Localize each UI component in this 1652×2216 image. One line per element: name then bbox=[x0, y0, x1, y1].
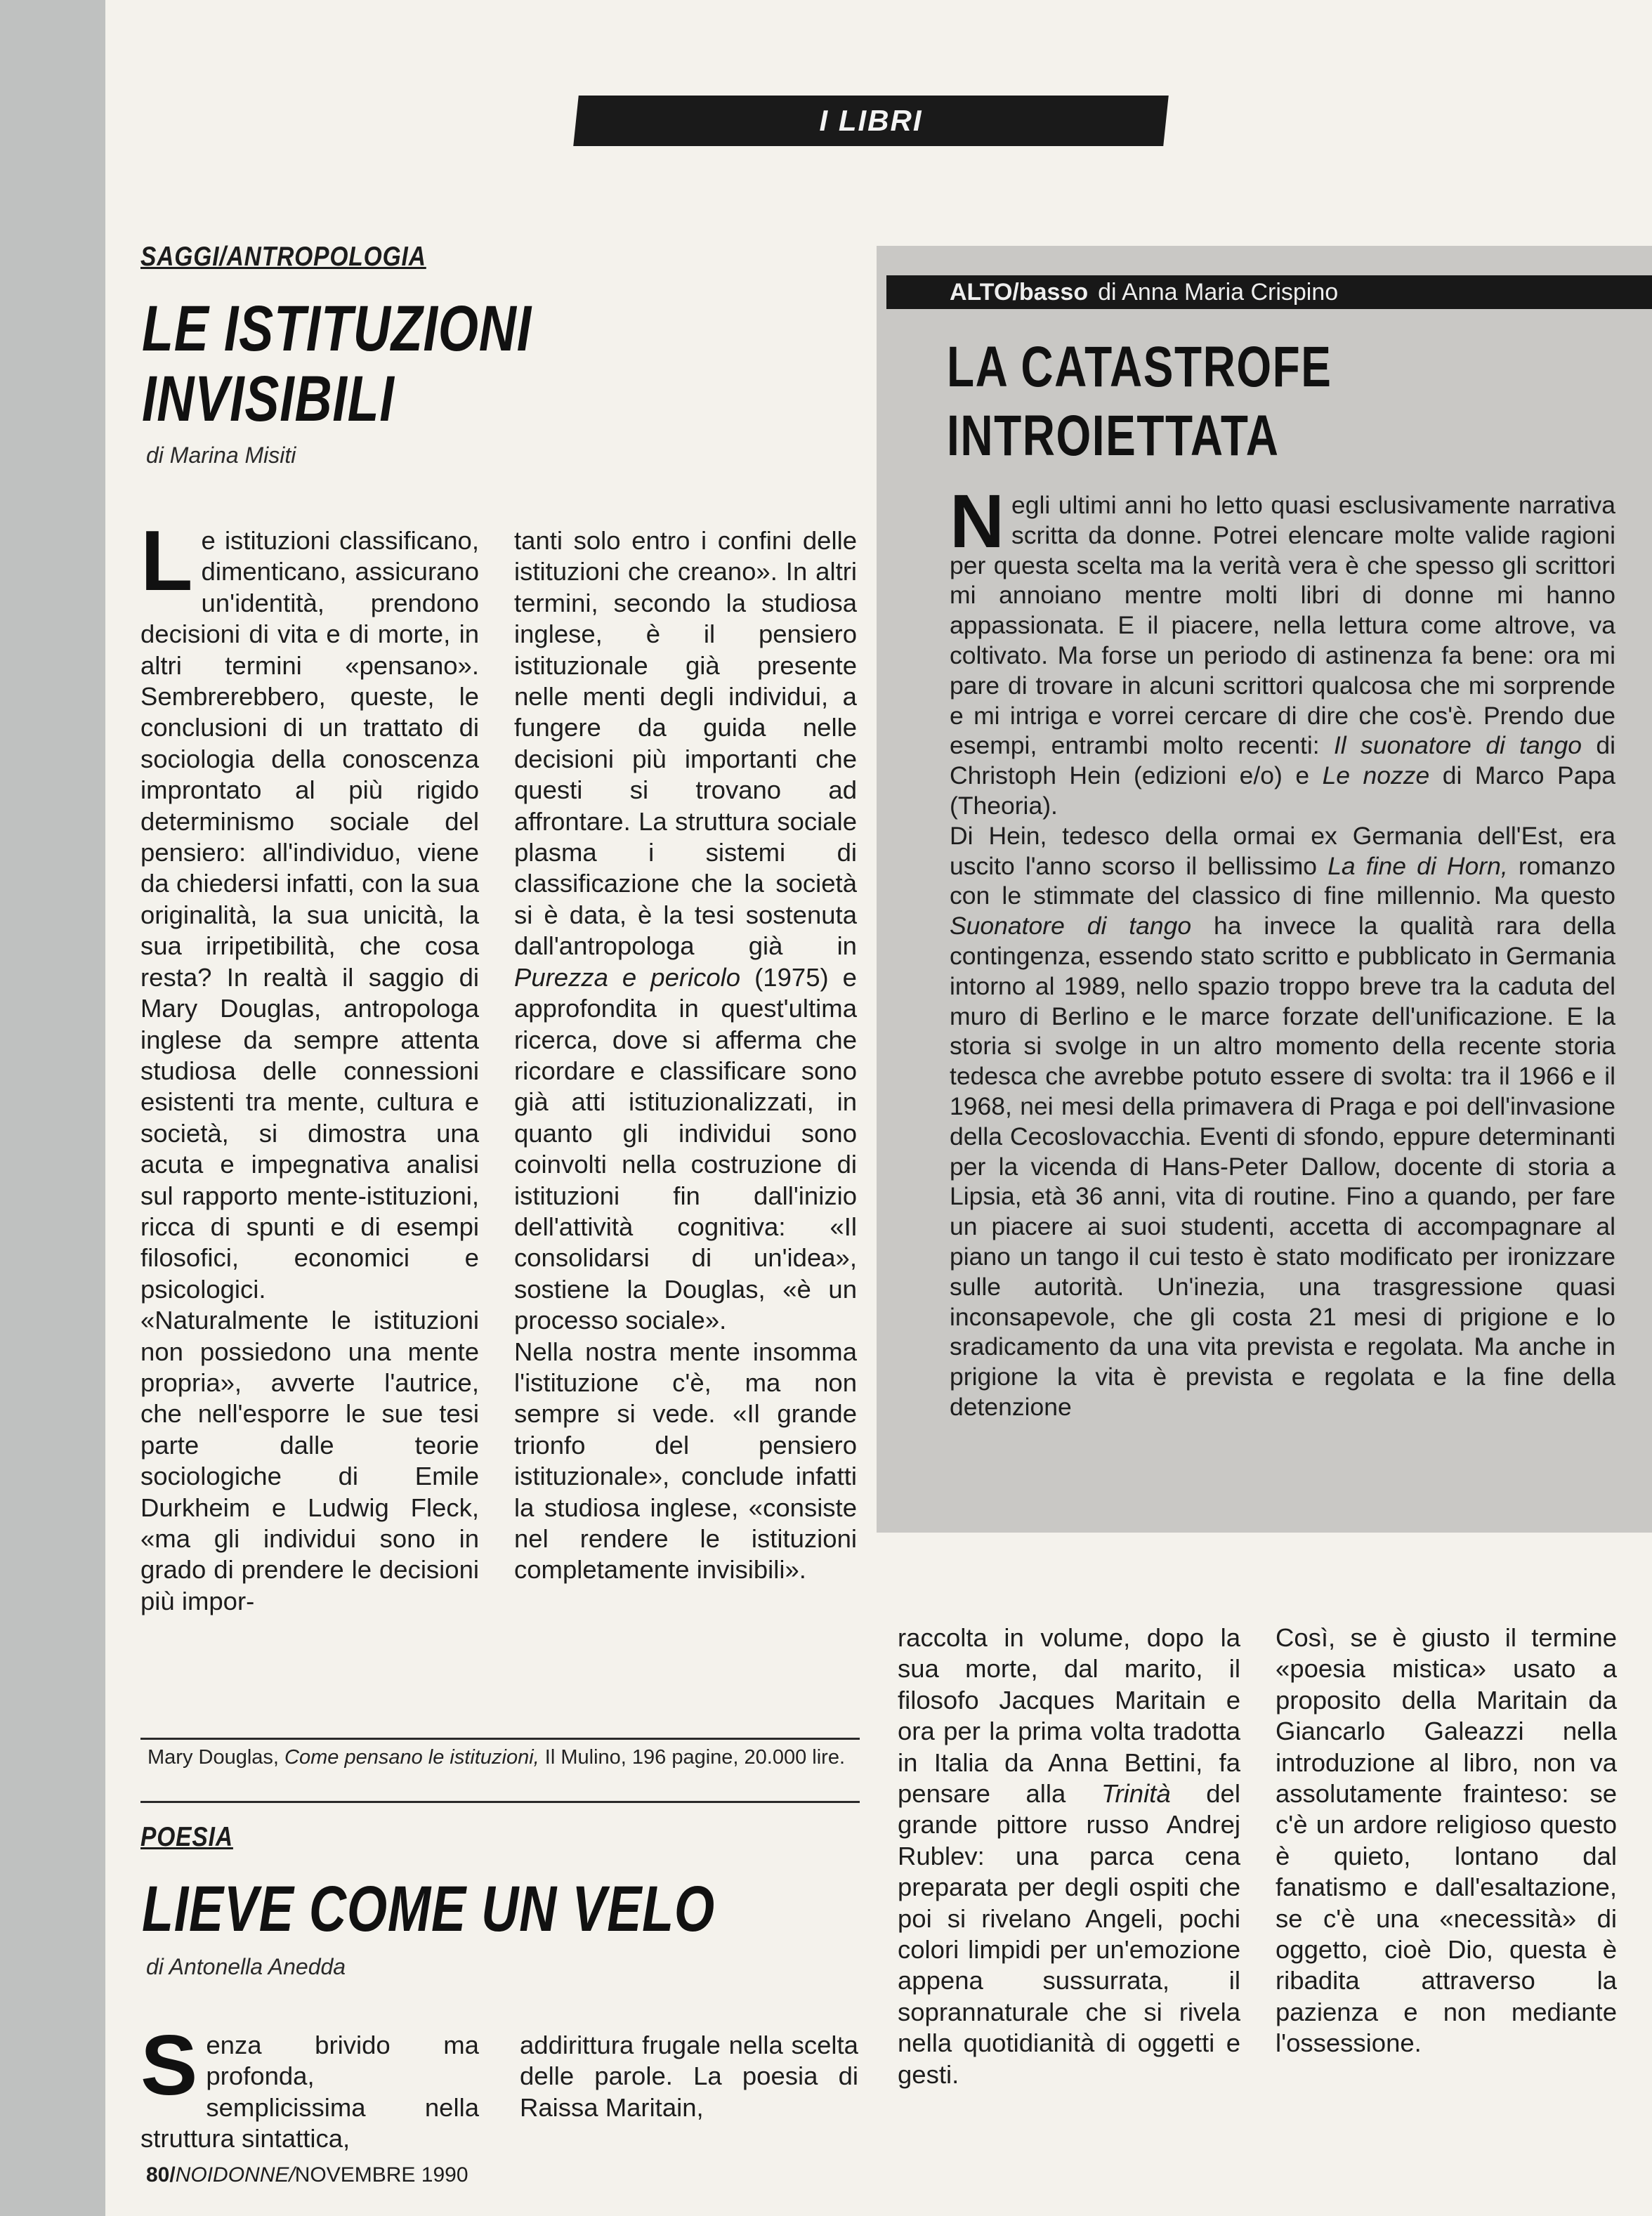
article1-col2-text-b: (1975) e approfondita in quest'ultima ricerca, dove si afferma che ricordare e classificare sono già atti istituzionalizzati, in quanto gli individui sono coinvolti nella costruzione di istituzioni fin dall'inizio dell'attività cognitiva: «Il consolidarsi di un'idea», sostiene la Douglas, «è un processo sociale». bbox=[514, 962, 857, 1335]
article2-title: LIEVE COME UN VELO bbox=[142, 1873, 715, 1945]
article2-column-2: addirittura frugale nella scelta delle parole. La poesia di Raissa Maritain, bbox=[520, 2031, 858, 2122]
article1-col1-text: e istituzioni classificano, dimenticano, assicurano un'identità, prendono decisioni di vita e di morte, in altri termini «pensano». Sembrerebbero, queste, le conclusioni di un trattato di sociologia della conoscenza improntato al più rigido determinismo sociale del pensiero: all'individuo, viene da chiedersi infatti, con la sua originalità, la sua unicità, la sua irripetibilità, che cosa resta? In realtà il saggio di Mary Douglas, antropologa inglese da sempre attenta studiosa delle connessioni esistenti tra mente, cultura e società, si dimostra una acuta e impegnativa analisi sul rapporto mente-istituzioni, ricca di spunti e di esempi filosofici, economici e psicologici. bbox=[140, 526, 479, 1304]
column-p1-a: egli ultimi anni ho letto quasi esclusivamente narrativa scritta da donne. Potrei elencare molte valide ragioni per questa scelta ma la verità vera è che spesso gli scrittori mi annoiano mentre molti libri di donne mi hanno appassionata. E il piacere, nella lettura come altrove, va coltivato. Ma forse un periodo di astinenza fa bene: ora mi pare di trovare in alcuni scrittori qualcosa che mi sorprende e mi intriga e vorrei cercare di dire che cos'è. Prendo due esempi, entrambi molto recenti: bbox=[950, 491, 1615, 760]
column-body bbox=[950, 478, 1615, 1422]
magazine-name: NOIDONNE/ bbox=[175, 2163, 295, 2187]
column-p2-a: Di Hein, tedesco della ormai ex Germania dell'Est, era uscito l'anno scorso il bellissimo bbox=[950, 821, 1615, 880]
article2-column-4: Così, se è giusto il termine «poesia mistica» usato a proposito della Maritain da Giancarlo Galeazzi nella introduzione al libro, non va assolutamente frainteso: se c'è un ardore religioso questo è quieto, lontano dal fanatismo e dall'esaltazione, se c'è una «necessità» di oggetto, cioè Dio, questa è ribadita attraverso la pazienza e non mediante l'ossessione. bbox=[1276, 1623, 1617, 2058]
article2-kicker: POESIA bbox=[140, 1822, 233, 1852]
article1-title-line1: LE ISTITUZIONI bbox=[142, 293, 532, 365]
page-footer bbox=[146, 2163, 468, 2187]
column-tag: ALTO/basso bbox=[950, 279, 1089, 306]
biblio-title: Come pensano le istituzioni, bbox=[284, 1746, 539, 1769]
article1-dropcap: L bbox=[140, 513, 193, 608]
article1-bibliography bbox=[148, 1745, 857, 1770]
article1-col1-p2: «Naturalmente le istituzioni non possiedono una mente propria», avverte l'autrice, che nell'esporre le sue tesi parte dalle teorie sociologiche di Emile Durkheim e Ludwig Fleck, «ma gli individui sono in grado di prendere le decisioni più impor- bbox=[140, 1306, 479, 1615]
article1-title-line2: INVISIBILI bbox=[142, 363, 395, 435]
scan-gutter bbox=[0, 0, 105, 2216]
column-title-line2: INTROIETTATA bbox=[947, 404, 1280, 468]
section-label: I LIBRI bbox=[819, 104, 923, 137]
column-dropcap: N bbox=[950, 478, 1004, 563]
biblio-details: Il Mulino, 196 pagine, 20.000 lire. bbox=[544, 1746, 846, 1769]
article1-kicker: SAGGI/ANTROPOLOGIA bbox=[140, 242, 426, 272]
article1-column-2 bbox=[514, 525, 857, 1586]
column-p2-b: romanzo con le stimmate del classico di fine millennio. Ma questo bbox=[950, 851, 1615, 910]
article1-book-ref: Purezza e pericolo bbox=[514, 962, 741, 992]
issue-date: NOVEMBRE 1990 bbox=[294, 2163, 468, 2187]
article1-byline: di Marina Misiti bbox=[146, 442, 296, 468]
article1-col2-text-a: tanti solo entro i confini delle istituzioni che creano». In altri termini, secondo la studiosa inglese, è il pensiero istituzionale già presente nelle menti degli individui, a fungere da guida nelle decisioni più importanti che questi si trovano ad affrontare. La struttura sociale plasma i sistemi di classificazione che la società si è data, è la tesi sostenuta dall'antropologa già in bbox=[514, 526, 857, 961]
column-title-line1: LA CATASTROFE bbox=[947, 335, 1332, 399]
article1-column-1 bbox=[140, 513, 479, 1617]
article2-dropcap: S bbox=[140, 2017, 198, 2113]
article2-col3-text-a: raccolta in volume, dopo la sua morte, dal marito, il filosofo Jacques Maritain e ora per la prima volta tradotta in Italia da Anna Bettini, fa pensare alla bbox=[898, 1623, 1240, 1809]
column-book-ref-4: Suonatore di tango bbox=[950, 912, 1192, 940]
page-number: 80/ bbox=[146, 2163, 176, 2187]
article2-column-3 bbox=[898, 1622, 1240, 2090]
article2-painting-ref: Trinità bbox=[1101, 1779, 1171, 1809]
article2-col3-text-b: del grande pittore russo Andrej Rublev: una parca cena preparata per degli ospiti che poi si rivelano Angeli, pochi colori limpidi per un'emozione appena sussurrata, il soprannaturale che si rivela nella quotidianità di oggetti e gesti. bbox=[898, 1779, 1240, 2089]
article2-byline: di Antonella Anedda bbox=[146, 1954, 346, 1979]
article1-col2-p2: Nella nostra mente insomma l'istituzione c'è, ma non sempre si vede. «Il grande trionfo del pensiero istituzionale», conclude infatti la studiosa inglese, «consiste nel rendere le istituzioni completamente invisibili». bbox=[514, 1337, 857, 1585]
article1-title bbox=[142, 294, 532, 434]
biblio-author: Mary Douglas, bbox=[148, 1746, 279, 1769]
article2-col1-text: enza brivido ma profonda, semplicissima nella struttura sintattica, bbox=[140, 2031, 479, 2153]
biblio-rule-top bbox=[140, 1738, 860, 1740]
column-p2-c: ha invece la qualità rara della contingenza, essendo stato scritto e pubblicato in Germania intorno al 1989, nello spazio troppo breve tra la caduta del muro di Berlino e le marce forzate dell'unificazione. E la storia si svolge in un altro momento della recente storia tedesca che avrebbe potuto essere di svolta: tra il 1966 e il 1968, nei mesi della primavera di Praga e poi dell'invasione della Cecoslovacchia. Eventi di sfondo, eppure determinanti per la vicenda di Hans-Peter Dallow, docente di storia a Lipsia, età 36 anni, vita di routine. Fino a quando, per fare un piacere ai suoi studenti, accetta di accompagnare al piano un tango il cui testo è stato modificato per ironizzare sulle autorità. Un'inezia, una trasgressione quasi inconsapevole, che gli costa 21 mesi di prigione e lo sradicamento da una vita prevista e regolata. Ma anche in prigione la vita è prevista e regolata e la fine della detenzione bbox=[950, 912, 1615, 1421]
column-author: di Anna Maria Crispino bbox=[1098, 279, 1339, 306]
column-title bbox=[947, 333, 1332, 471]
column-book-ref-2: Le nozze bbox=[1322, 761, 1430, 790]
column-book-ref-3: La fine di Horn, bbox=[1328, 851, 1508, 880]
column-header-bar bbox=[886, 275, 1652, 309]
biblio-rule-bottom bbox=[140, 1801, 860, 1803]
article2-column-1 bbox=[140, 2017, 479, 2155]
column-book-ref-1: Il suonatore di tango bbox=[1333, 731, 1582, 760]
column-p1-c: di Marco Papa (Theoria). bbox=[950, 761, 1615, 820]
column-p1-b: di Christoph Hein (edizioni e/o) e bbox=[950, 731, 1615, 790]
